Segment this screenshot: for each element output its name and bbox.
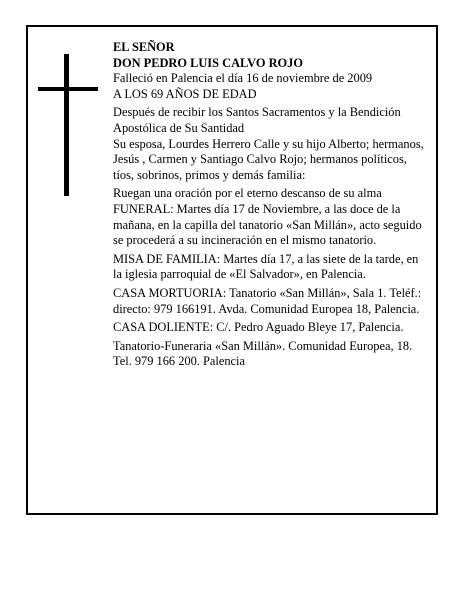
family-mass-info: MISA DE FAMILIA: Martes día 17, a las siete de la tarde, en la iglesia parroquial de «El Salvador», en Palencia.: [113, 251, 419, 282]
cross-horizontal-bar: [38, 87, 98, 91]
funeral-home-info: Tanatorio-Funeraria «San Millán». Comunidad Europea, 18. Tel. 979 166 200. Palencia: [113, 338, 413, 369]
mourning-house-info: CASA DOLIENTE: C/. Pedro Aguado Bleye 17, Palencia.: [113, 320, 404, 335]
deceased-title: EL SEÑOR: [113, 40, 175, 54]
mortuary-info: CASA MORTUORIA: Tanatorio «San Millán», Sala 1. Teléf.: directo: 979 166191. Avda. Comunidad Europea 18, Palencia.: [113, 285, 422, 316]
age-statement: A LOS 69 AÑOS DE EDAD: [113, 86, 257, 101]
sacraments-statement: Después de recibir los Santos Sacramentos y la Bendición Apostólica de Su Santidad: [113, 105, 401, 135]
funeral-info: FUNERAL: Martes día 17 de Noviembre, a las doce de la mañana, en la capilla del tanatorio «San Millán», acto seguido se procederá a su incineración en el mismo tanatorio.: [113, 201, 422, 248]
family-statement: Su esposa, Lourdes Herrero Calle y su hijo Alberto; hermanos, Jesús , Carmen y Santiago Calvo Rojo; hermanos políticos, tíos, sobrinos, primos y demás familia:: [113, 136, 424, 182]
cross-vertical-bar: [64, 54, 69, 196]
deceased-name: DON PEDRO LUIS CALVO ROJO: [113, 55, 303, 70]
obituary-text: [113, 40, 429, 370]
prayer-statement: Ruegan una oración por el eterno descanso de su alma: [113, 186, 382, 201]
death-statement: Falleció en Palencia el día 16 de noviembre de 2009: [113, 71, 373, 86]
cross-icon: [38, 54, 98, 196]
